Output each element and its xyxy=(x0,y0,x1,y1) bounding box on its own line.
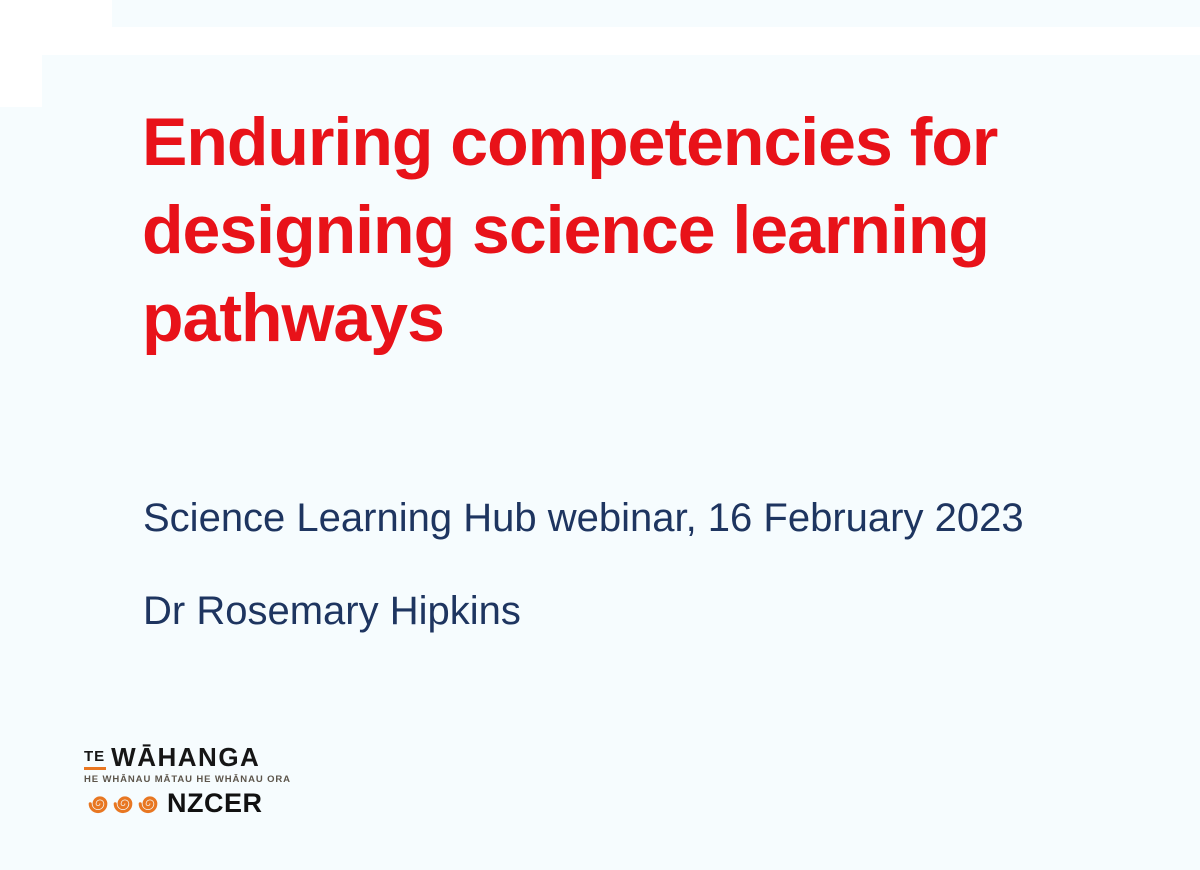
slide-title-line: pathways xyxy=(142,280,444,356)
koru-spiral-icon xyxy=(109,789,137,817)
nzcer-te-wahanga-logo xyxy=(84,744,314,817)
logo-tagline: HE WHĀNAU MĀTAU HE WHĀNAU ORA xyxy=(84,774,291,785)
koru-spiral-icon xyxy=(134,789,162,817)
background-white-patch xyxy=(0,0,112,27)
logo-wahanga-wordmark: WĀHANGA xyxy=(111,742,261,772)
logo-wordmark-row xyxy=(84,744,314,770)
background-white-patch xyxy=(0,45,42,107)
slide-title-line: designing science learning xyxy=(142,192,989,268)
logo-org-row xyxy=(84,789,314,817)
koru-spiral-icon xyxy=(84,789,112,817)
slide-title xyxy=(142,98,1102,362)
slide-subtitle: Science Learning Hub webinar, 16 February 2023 xyxy=(143,496,1024,540)
background-white-band xyxy=(0,27,1200,55)
logo-te-prefix: TE xyxy=(84,747,106,770)
slide-author: Dr Rosemary Hipkins xyxy=(143,589,521,633)
slide-title-line: Enduring competencies for xyxy=(142,104,998,180)
logo-nzcer-wordmark: NZCER xyxy=(167,787,263,818)
